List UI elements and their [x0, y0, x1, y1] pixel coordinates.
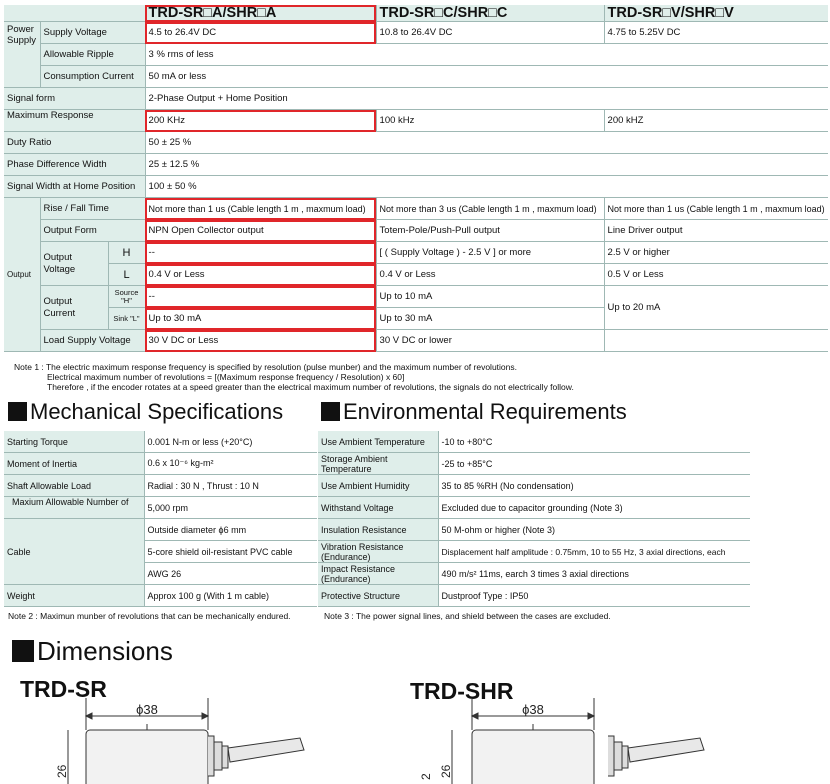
header-col-a: TRD-SR□A/SHR□A [145, 5, 376, 22]
load-supply-a: 30 V DC or Less [145, 330, 376, 352]
mech-value: Approx 100 g (With 1 m cable) [144, 585, 317, 607]
env-label: Use Ambient Humidity [318, 475, 438, 497]
mech-label: Shaft Allowable Load [4, 475, 144, 497]
mechanical-table [4, 431, 317, 607]
consumption-value: 50 mA or less [145, 66, 828, 88]
home-width-value: 100 ± 50 % [145, 176, 828, 198]
env-value: 35 to 85 %RH (No condensation) [438, 475, 750, 497]
output-current-sink-c: Up to 30 mA [376, 308, 604, 330]
mech-label: Maxium Allowable Number of [4, 497, 144, 519]
output-voltage-l-v: 0.5 V or Less [604, 264, 828, 286]
rise-fall-v: Not more than 1 us (Cable length 1 m , maxmum load) [604, 198, 828, 220]
output-current-source-c: Up to 10 mA [376, 286, 604, 308]
header-blank [4, 5, 145, 22]
note-3: Note 3 : The power signal lines, and shield between the cases are excluded. [324, 611, 611, 621]
rise-fall-a: Not more than 1 us (Cable length 1 m , maxmum load) [145, 198, 376, 220]
dimension-drawings [0, 690, 830, 784]
output-voltage-l: L [108, 264, 145, 286]
env-value: -25 to +85°C [438, 453, 750, 475]
ripple-label: Allowable Ripple [40, 44, 145, 66]
duty-ratio-label: Duty Ratio [4, 132, 145, 154]
load-supply-v [604, 330, 828, 352]
env-label: Vibration Resistance (Endurance) [318, 541, 438, 563]
env-label: Storage Ambient Temperature [318, 453, 438, 475]
env-value: 490 m/s² 11ms, earch 3 times 3 axial directions [438, 563, 750, 585]
signal-form-value: 2-Phase Output + Home Position [145, 88, 828, 110]
env-label: Insulation Resistance [318, 519, 438, 541]
output-voltage-l-c: 0.4 V or Less [376, 264, 604, 286]
note-1c: Therefore , if the encoder rotates at a speed greater than the electrical maximum number of revolutions, the signals do not electrically follow. [47, 382, 574, 392]
note-1b: Electrical maximum number of revolutions = [(Maximum response frequency / Resolution) x 60] [47, 372, 405, 382]
mechanical-title: Mechanical Specifications [30, 399, 284, 424]
output-voltage-h-c: [ ( Supply Voltage ) - 2.5 V ] or more [376, 242, 604, 264]
env-value: -10 to +80°C [438, 431, 750, 453]
model-left-title: TRD-SR [20, 676, 107, 702]
power-supply-group: Power Supply [4, 22, 40, 88]
home-width-label: Signal Width at Home Position [4, 176, 145, 198]
mechanical-heading [8, 399, 283, 425]
max-response-v: 200 kHZ [604, 110, 828, 132]
ripple-value: 3 % rms of less [145, 44, 828, 66]
mech-value: 5,000 rpm [144, 497, 317, 519]
supply-voltage-v: 4.75 to 5.25V DC [604, 22, 828, 44]
output-form-label: Output Form [40, 220, 145, 242]
dimensions-heading [12, 636, 173, 667]
duty-ratio-value: 50 ± 25 % [145, 132, 828, 154]
mech-label: Starting Torque [4, 431, 144, 453]
note-2: Note 2 : Maximun munber of revolutions that can be mechanically endured. [8, 611, 291, 621]
model-right-title: TRD-SHR [410, 678, 514, 704]
note-1a: Note 1 : The electric maximum response frequency is specified by resolution (pulse munber) and the maximum number of revolutions. [14, 362, 517, 372]
output-current-sink-a: Up to 30 mA [145, 308, 376, 330]
left-diameter-label: ϕ38 [136, 702, 158, 717]
mech-value: 0.6 x 10⁻⁶ kg-m² [144, 453, 317, 475]
env-label: Withstand Voltage [318, 497, 438, 519]
square-bullet-icon [321, 402, 340, 421]
load-supply-label: Load Supply Voltage [40, 330, 145, 352]
max-response-a: 200 KHz [145, 110, 376, 132]
supply-voltage-a: 4.5 to 26.4V DC [145, 22, 376, 44]
left-encoder-drawing [68, 698, 304, 784]
output-form-a: NPN Open Collector output [145, 220, 376, 242]
env-value: 50 M-ohm or higher (Note 3) [438, 519, 750, 541]
mech-value: Radial : 30 N , Thrust : 10 N [144, 475, 317, 497]
right-length-label: 26 [439, 764, 453, 778]
right-length-label-2: 2 [419, 773, 433, 780]
right-encoder-drawing [452, 698, 704, 784]
mech-value: 5-core shield oil-resistant PVC cable [144, 541, 317, 563]
env-label: Protective Structure [318, 585, 438, 607]
output-voltage-h: H [108, 242, 145, 264]
dimensions-title: Dimensions [37, 636, 173, 666]
env-value: Displacement half amplitude : 0.75mm, 10 to 55 Hz, 3 axial directions, each [438, 541, 750, 563]
output-current-label: Output Current [40, 286, 108, 330]
env-value: Dustproof Type : IP50 [438, 585, 750, 607]
supply-voltage-c: 10.8 to 26.4V DC [376, 22, 604, 44]
rise-fall-c: Not more than 3 us (Cable length 1 m , maxmum load) [376, 198, 604, 220]
output-form-v: Line Driver output [604, 220, 828, 242]
rise-fall-label: Rise / Fall Time [40, 198, 145, 220]
env-label: Impact Resistance (Endurance) [318, 563, 438, 585]
mech-label: Cable [4, 519, 144, 585]
electrical-spec-table [4, 5, 828, 352]
output-voltage-h-v: 2.5 V or higher [604, 242, 828, 264]
consumption-label: Consumption Current [40, 66, 145, 88]
mech-label: Weight [4, 585, 144, 607]
output-voltage-l-a: 0.4 V or Less [145, 264, 376, 286]
mech-value: Outside diameter ϕ6 mm [144, 519, 317, 541]
max-response-c: 100 kHz [376, 110, 604, 132]
square-bullet-icon [12, 640, 34, 662]
notes-block [14, 362, 574, 392]
square-bullet-icon [8, 402, 27, 421]
header-col-c: TRD-SR□C/SHR□C [376, 5, 604, 22]
mech-value: AWG 26 [144, 563, 317, 585]
left-length-label: 26 [55, 764, 69, 778]
output-current-v: Up to 20 mA [604, 286, 828, 330]
mech-value: 0.001 N-m or less (+20°C) [144, 431, 317, 453]
env-value: Excluded due to capacitor grounding (Note 3) [438, 497, 750, 519]
output-voltage-h-a: -- [145, 242, 376, 264]
output-form-c: Totem-Pole/Push-Pull output [376, 220, 604, 242]
environmental-title: Environmental Requirements [343, 399, 627, 424]
phase-diff-label: Phase Difference Width [4, 154, 145, 176]
output-current-source-a: -- [145, 286, 376, 308]
right-diameter-label: ϕ38 [522, 702, 544, 717]
load-supply-c: 30 V DC or lower [376, 330, 604, 352]
header-col-v: TRD-SR□V/SHR□V [604, 5, 828, 22]
env-label: Use Ambient Temperature [318, 431, 438, 453]
output-current-sink: Sink "L" [108, 308, 145, 330]
mech-label: Moment of Inertia [4, 453, 144, 475]
environmental-heading [321, 399, 627, 425]
signal-form-label: Signal form [4, 88, 145, 110]
supply-voltage-label: Supply Voltage [40, 22, 145, 44]
output-voltage-label: Output Voltage [40, 242, 108, 286]
environmental-table [318, 431, 750, 607]
output-current-source: Source "H" [108, 286, 145, 308]
phase-diff-value: 25 ± 12.5 % [145, 154, 828, 176]
output-group: Output [4, 198, 40, 352]
max-response-label: Maximum Response [4, 110, 145, 132]
